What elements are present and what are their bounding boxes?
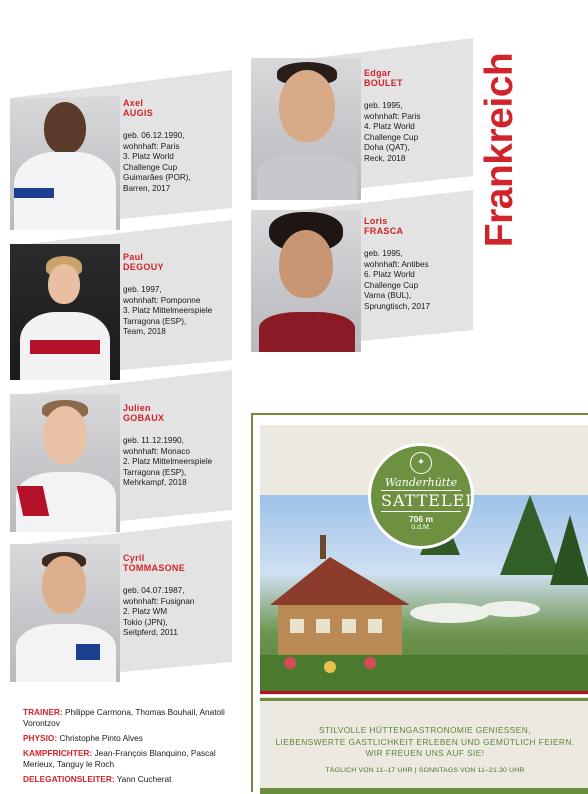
- athlete-bio: geb. 1995, wohnhaft: Antibes 6. Platz World Challenge Cup Varna (BUL), Sprungtisch, 2017: [364, 249, 430, 311]
- ad-stripe-white: [260, 695, 588, 697]
- athlete-last-name: TOMMASONE: [123, 563, 186, 573]
- staff-judges: KAMPFRICHTER: Jean-François Blanquino, Pascal Merieux, Tanguy le Roch: [23, 748, 216, 769]
- crest-icon: ✦: [410, 452, 432, 474]
- athlete-bio: geb. 1995, wohnhaft: Paris 4. Platz World Challenge Cup Doha (QAT), Reck, 2018: [364, 101, 421, 163]
- athlete-bio: geb. 11.12.1990, wohnhaft: Monaco 2. Platz Mittelmeerspiele Tarragona (ESP), Mehrkampf, 2018: [123, 436, 213, 487]
- athlete-first-name: Paul: [123, 252, 144, 262]
- athlete-first-name: Edgar: [364, 68, 392, 78]
- athlete-last-name: AUGIS: [123, 108, 154, 118]
- athlete-photo: [251, 210, 361, 352]
- athlete-bio: geb. 06.12.1990, wohnhaft: Paris 3. Platz World Challenge Cup Guimarães (POR), Barren, 2017: [123, 131, 191, 193]
- ad-panel: [260, 425, 588, 794]
- ad-stripe-red: [260, 691, 588, 694]
- athlete-card: [10, 370, 232, 532]
- athlete-bio: geb. 04.07.1987, wohnhaft: Fusignan 2. Platz WM Tokio (JPN), Seitpferd, 2011: [123, 586, 195, 637]
- ad-footer-bar: [260, 788, 588, 794]
- athlete-card: [251, 190, 473, 352]
- advertisement: [251, 413, 588, 792]
- athlete-photo: [10, 96, 120, 230]
- athlete-card: [10, 70, 232, 230]
- athlete-bio: geb. 1997, wohnhaft: Pomponne 3. Platz Mittelmeerspiele Tarragona (ESP), Team, 2018: [123, 285, 213, 336]
- staff-trainer: TRAINER: Philippe Carmona, Thomas Bouhail, Anatoli Vorontzov: [23, 707, 225, 728]
- ad-stripe-green: [260, 698, 588, 701]
- athlete-first-name: Loris: [364, 216, 388, 226]
- athlete-card: [10, 520, 232, 682]
- athlete-photo: [10, 394, 120, 532]
- athlete-last-name: BOULET: [364, 78, 403, 88]
- staff-physio: PHYSIO: Christophe Pinto Alves: [23, 733, 143, 743]
- athlete-card: [10, 220, 232, 380]
- staff-list: [23, 707, 243, 789]
- ad-opening-hours: TÄGLICH VON 11–17 UHR | SONNTAGS VON 11–21.30 UHR: [325, 766, 525, 774]
- athlete-last-name: DEGOUY: [123, 262, 164, 272]
- athlete-photo: [10, 544, 120, 682]
- ad-text: STILVOLLE HÜTTENGASTRONOMIE GENIESSEN, LIEBENSWERTE GASTLICHKEIT ERLEBEN UND GEMÜTLICH FEIERN. WIR FREUEN UNS AUF SIE! TÄGLICH VON 11–17 UHR | SONNTAGS VON 11–21.30 UHR: [260, 725, 588, 774]
- athlete-last-name: GOBAUX: [123, 413, 165, 423]
- athlete-card: [251, 38, 473, 200]
- athlete-first-name: Cyril: [123, 553, 145, 563]
- athlete-photo: [10, 244, 120, 380]
- athlete-last-name: FRASCA: [364, 226, 404, 236]
- country-title: Frankreich: [478, 52, 521, 248]
- staff-delegation-head: DELEGATIONSLEITER: Yann Cucherat: [23, 774, 172, 784]
- athlete-photo: [251, 58, 361, 200]
- athlete-first-name: Julien: [123, 403, 151, 413]
- athlete-first-name: Axel: [123, 98, 144, 108]
- ad-logo-badge: ✦ Wanderhütte SATTELEI 706 m ü.d.M.: [368, 443, 474, 549]
